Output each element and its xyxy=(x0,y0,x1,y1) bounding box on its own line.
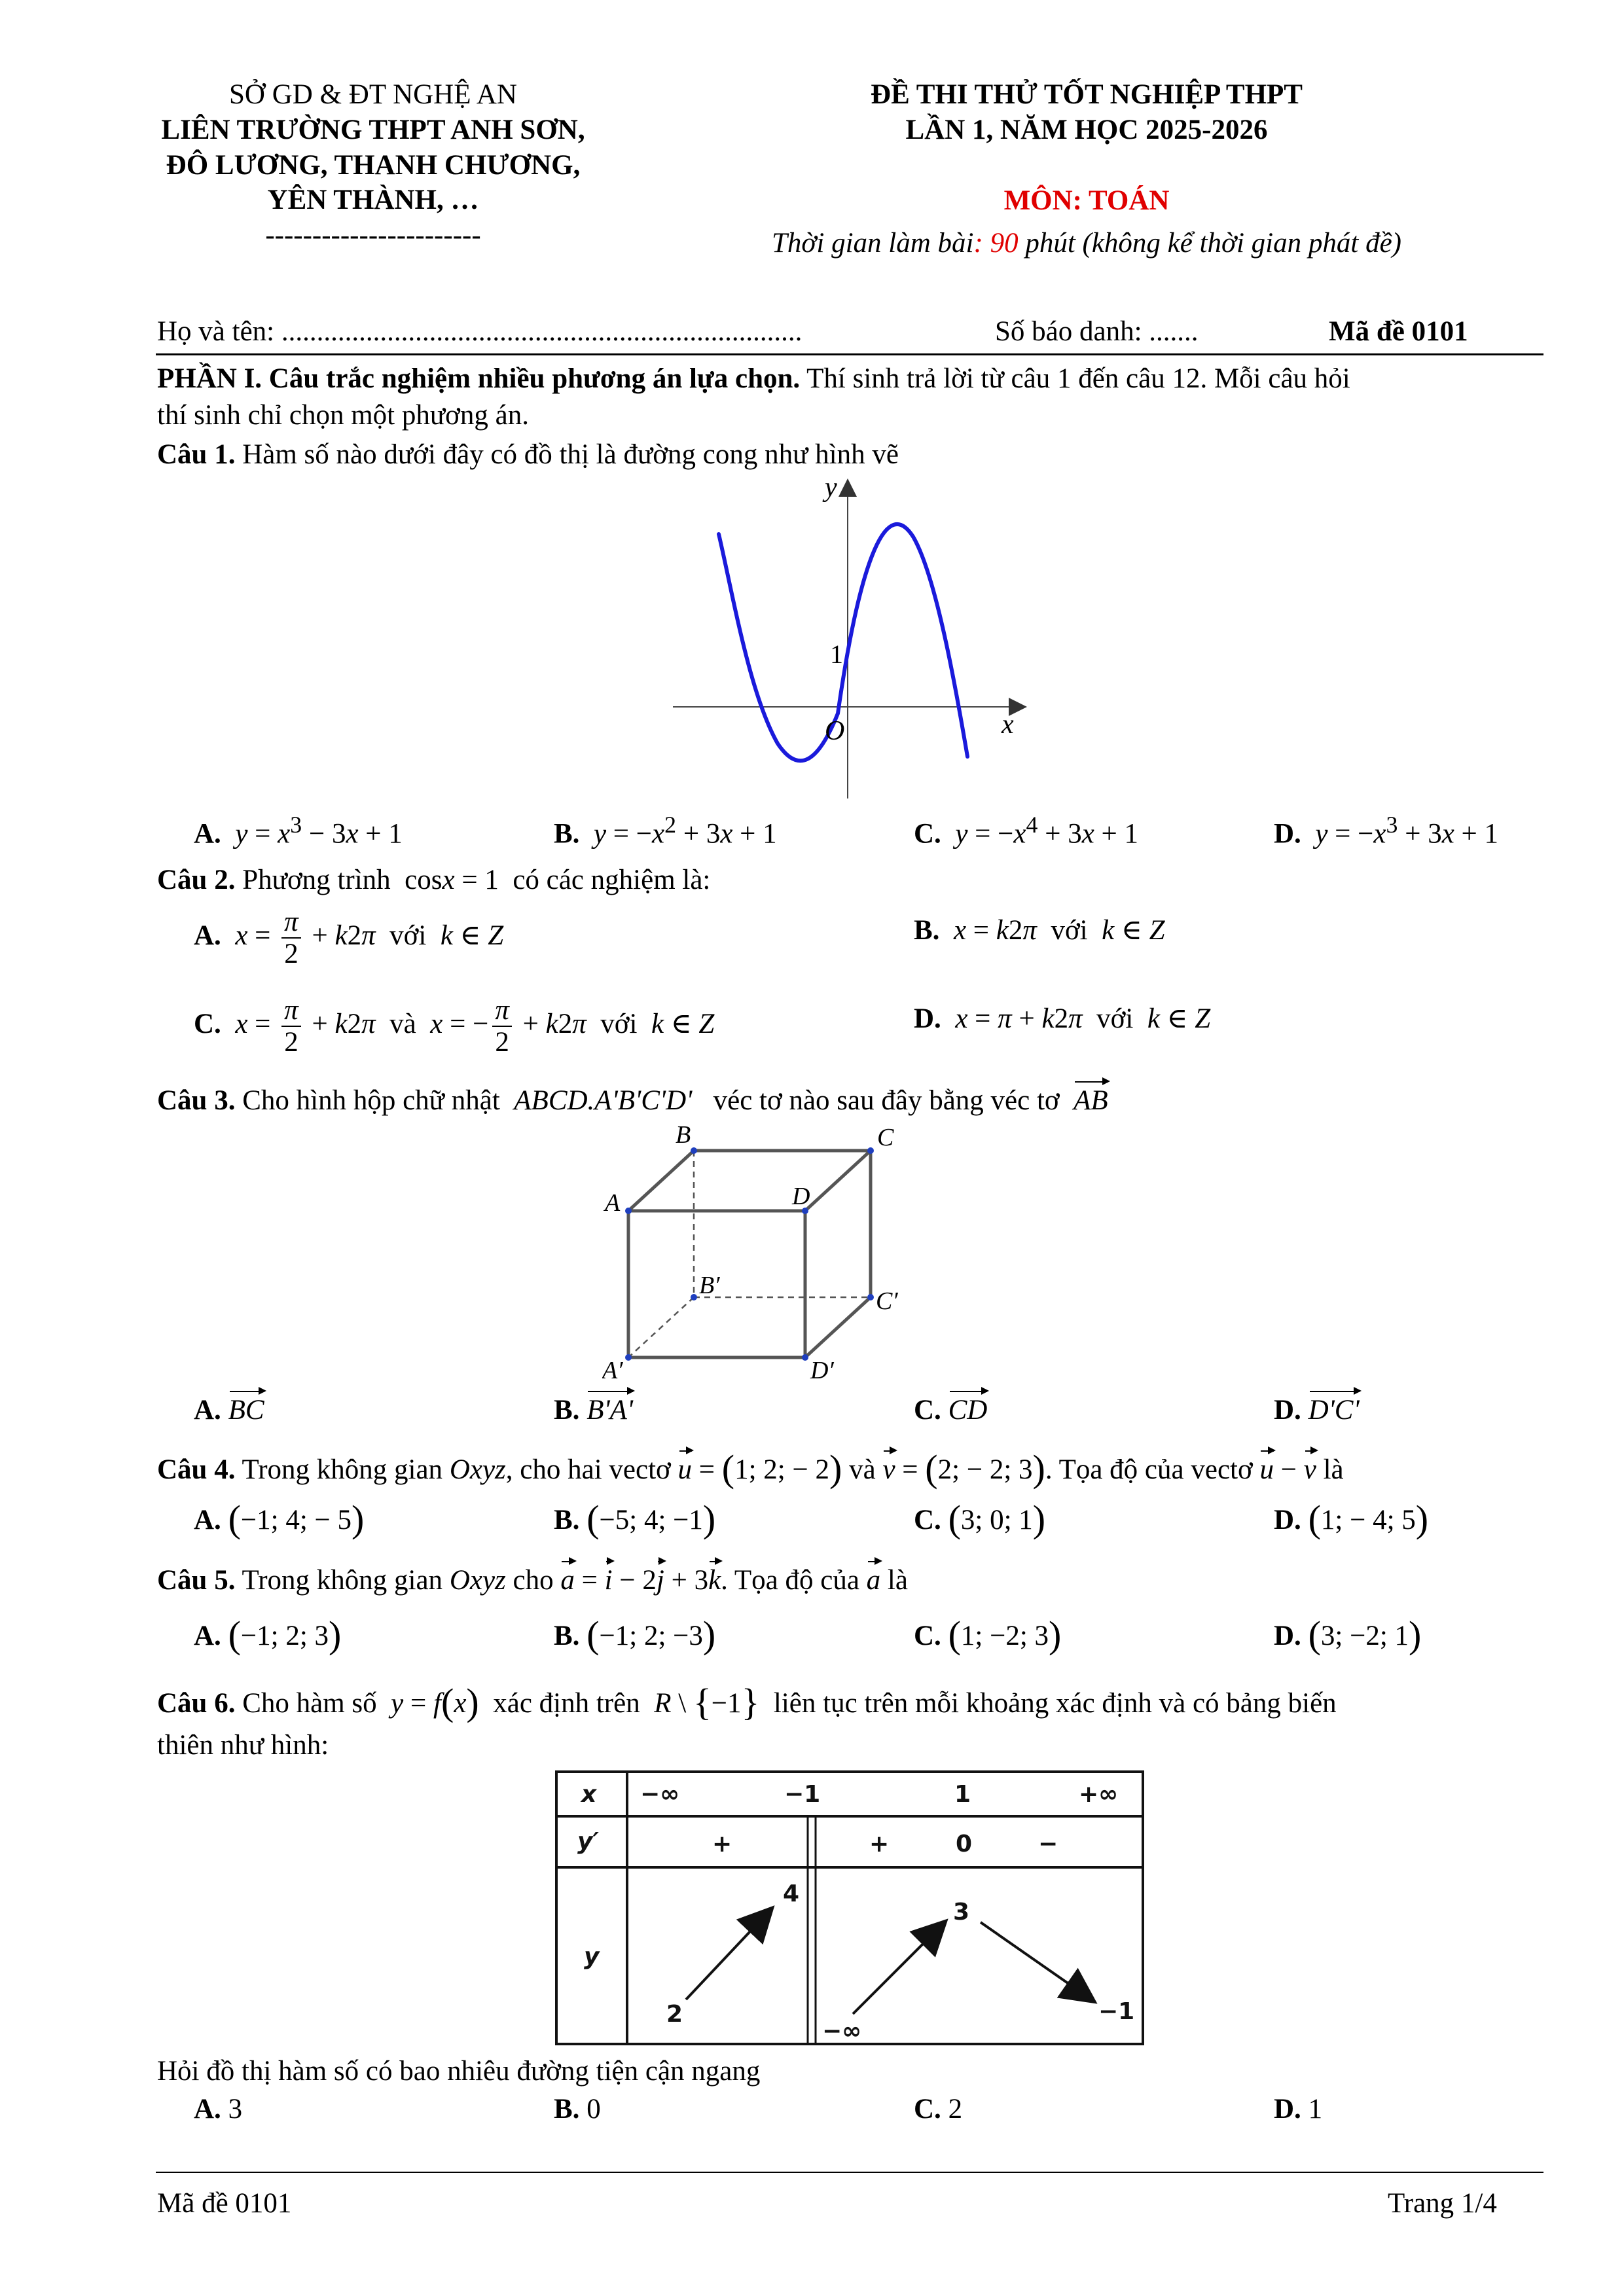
q3-c-label: C. xyxy=(914,1395,941,1426)
x-one: 1 xyxy=(954,1781,971,1808)
school-line-2: ĐÔ LƯƠNG, THANH CHƯƠNG, xyxy=(166,149,581,181)
q1-b-label: B. xyxy=(554,818,580,850)
q2-option-c[interactable]: C. x = $\frac{\pi}{2}$ + k2π và x = − $\frac{\pi}{2}$ + k2π với k ∈ Z xyxy=(194,995,715,1058)
q5-text-3: . Tọa độ của xyxy=(721,1565,859,1596)
q5-option-a[interactable]: A. (−1; 2; 3) xyxy=(194,1613,342,1656)
question-3: Câu 3. Cho hình hộp chữ nhật ABCD.A'B'C'D' véc tơ nào sau đây bằng véc tơ AB xyxy=(157,1083,1108,1119)
footer-exam-code: Mã đề 0101 xyxy=(157,2188,292,2219)
time-suffix: phút (không kể thời gian phát đề) xyxy=(1025,228,1401,259)
q6-b-label: B. xyxy=(554,2094,580,2125)
x-axis-label: x xyxy=(1001,709,1014,740)
q5-c-label: C. xyxy=(914,1621,941,1651)
vertex-c-prime: C′ xyxy=(876,1287,898,1315)
q2-label: Câu 2. xyxy=(157,865,236,895)
q6-d-label: D. xyxy=(1274,2094,1301,2125)
q6-option-c[interactable] xyxy=(914,2092,962,2127)
name-field: Họ và tên: .......................................................................... xyxy=(157,316,803,347)
q3-text-after: véc tơ nào sau đây bằng véc tơ xyxy=(713,1085,1060,1116)
q2-d-label: D. xyxy=(914,1003,941,1034)
x-neg-inf: −∞ xyxy=(640,1781,680,1808)
sign-minus: − xyxy=(1038,1831,1058,1857)
arrow-up-2 xyxy=(853,1922,945,2014)
q2-option-d[interactable]: D. x = π + k2π với k ∈ Z xyxy=(914,1003,1211,1034)
part1-heading xyxy=(157,361,1545,397)
q2-text-after: có các nghiệm là: xyxy=(513,865,711,895)
q6-label: Câu 6. xyxy=(157,1688,236,1719)
exam-subtitle: LẦN 1, NĂM HỌC 2025-2026 xyxy=(905,114,1268,145)
q4-option-c[interactable]: C. (3; 0; 1) xyxy=(914,1498,1046,1540)
q3-option-b[interactable]: B. B'A' xyxy=(554,1393,633,1428)
q1-option-d[interactable]: D. $y = -x^3 + 3x + 1$ xyxy=(1274,812,1499,850)
row-y-label: y xyxy=(584,1943,600,1970)
arrow-down xyxy=(981,1922,1093,2001)
q5-text-2: cho xyxy=(513,1565,554,1596)
q3-a-label: A. xyxy=(194,1395,221,1426)
q6-c-label: C. xyxy=(914,2094,941,2125)
q4-b-label: B. xyxy=(554,1505,580,1535)
q6-a-value: 3 xyxy=(228,2094,243,2125)
q5-text-4: là xyxy=(887,1565,908,1596)
part1-title: PHẦN I. Câu trắc nghiệm nhiều phương án lựa chọn. xyxy=(157,363,801,394)
q1-option-a[interactable]: A. $y = x^3 - 3x + 1$ xyxy=(194,812,403,850)
q2-option-b[interactable]: B. x = k2π với k ∈ Z xyxy=(914,915,1165,946)
q3-option-c[interactable]: C. CD xyxy=(914,1393,987,1428)
q5-text-1: Trong không gian xyxy=(242,1565,443,1596)
q3-option-d[interactable]: D. D'C' xyxy=(1274,1393,1360,1428)
x-minus-one: −1 xyxy=(784,1781,821,1808)
y-val-neg-inf: −∞ xyxy=(822,2018,862,2045)
q4-option-d[interactable]: D. (1; − 4; 5) xyxy=(1274,1498,1429,1540)
q1-text: Hàm số nào dưới đây có đồ thị là đường cong như hình vẽ xyxy=(242,439,899,470)
q2-b-with: với xyxy=(1051,915,1088,946)
vertex-a-prime: A′ xyxy=(602,1357,623,1384)
question-6: Câu 6. Cho hàm số y = f(x) xác định trên R \ {−1} liên tục trên mỗi khoảng xác định và có bảng biến xyxy=(157,1681,1337,1723)
q3-box-figure xyxy=(602,1119,916,1394)
q6-a-label: A. xyxy=(194,2094,221,2125)
exam-title: ĐỀ THI THỬ TỐT NGHIỆP THPT xyxy=(871,79,1303,110)
time-colon: : xyxy=(973,228,983,259)
q4-a-label: A. xyxy=(194,1505,221,1535)
q6-question: Hỏi đồ thị hàm số có bao nhiêu đường tiện cận ngang xyxy=(157,2056,761,2087)
vertex-c: C xyxy=(877,1124,894,1151)
time-prefix: Thời gian làm bài xyxy=(772,228,974,259)
q1-d-label: D. xyxy=(1274,818,1301,850)
q2-text-before: Phương trình xyxy=(242,865,391,895)
school-line-3: YÊN THÀNH, … xyxy=(267,185,479,216)
vertex-b-prime: B′ xyxy=(699,1272,720,1299)
q6-option-d[interactable] xyxy=(1274,2092,1322,2127)
y-val-2: 2 xyxy=(666,2001,683,2028)
footer-page-number: Trang 1/4 xyxy=(1388,2188,1497,2219)
vertex-d-prime: D′ xyxy=(810,1357,834,1384)
q6-text-4: thiên như hình: xyxy=(157,1730,329,1761)
row-x-label: x xyxy=(581,1781,597,1808)
q6-option-b[interactable] xyxy=(554,2092,601,2127)
q6-text-3: liên tục trên mỗi khoảng xác định và có bảng biến xyxy=(773,1688,1337,1719)
q6-option-a[interactable] xyxy=(194,2092,242,2127)
q1-a-label: A. xyxy=(194,818,221,850)
q4-option-a[interactable]: A. (−1; 4; − 5) xyxy=(194,1498,365,1540)
q1-label: Câu 1. xyxy=(157,439,236,470)
q2-a-with: với xyxy=(389,920,427,952)
separator-dashes: ----------------------- xyxy=(265,220,481,251)
vertex-b: B xyxy=(676,1121,691,1149)
part1-instruction-1: Thí sinh trả lời từ câu 1 đến câu 12. Mỗi câu hỏi xyxy=(806,363,1350,394)
exam-time xyxy=(687,226,1486,261)
x-pos-inf: +∞ xyxy=(1079,1781,1119,1808)
q4-text-4: . Tọa độ của vectơ xyxy=(1045,1454,1253,1485)
subject-title: MÔN: TOÁN xyxy=(1003,185,1170,216)
q2-d-with: với xyxy=(1096,1003,1134,1034)
q1-option-b[interactable]: B. $y = -x^2 + 3x + 1$ xyxy=(554,812,777,850)
y-val-neg-1: −1 xyxy=(1098,1998,1135,2025)
q5-option-b[interactable]: B. (−1; 2; −3) xyxy=(554,1613,716,1656)
q3-d-label: D. xyxy=(1274,1395,1301,1426)
q4-option-b[interactable]: B. (−5; 4; −1) xyxy=(554,1498,716,1540)
sign-zero: 0 xyxy=(956,1831,973,1857)
school-line-1: LIÊN TRƯỜNG THPT ANH SƠN, xyxy=(161,114,585,145)
sign-plus-1: + xyxy=(712,1831,732,1857)
exam-code: Mã đề 0101 xyxy=(1329,316,1468,347)
school-header xyxy=(118,77,628,253)
q6-text-2: xác định trên xyxy=(493,1688,640,1719)
q3-text-before: Cho hình hộp chữ nhật xyxy=(242,1085,500,1116)
q5-a-label: A. xyxy=(194,1621,221,1651)
q2-c-and: và xyxy=(389,1009,416,1040)
q5-d-label: D. xyxy=(1274,1621,1301,1651)
sign-plus-2: + xyxy=(869,1831,890,1857)
q4-text-2: , cho hai vectơ xyxy=(505,1454,671,1485)
q5-b-label: B. xyxy=(554,1621,580,1651)
q6-b-value: 0 xyxy=(586,2094,601,2125)
q3-label: Câu 3. xyxy=(157,1085,236,1116)
q2-option-a[interactable]: A. x = $\frac{\pi}{2}$ + k2π với k ∈ Z xyxy=(194,906,504,970)
arrow-up-1 xyxy=(686,1909,771,2000)
q1-option-c[interactable]: C. $y = -x^4 + 3x + 1$ xyxy=(914,812,1139,850)
q4-c-label: C. xyxy=(914,1505,941,1535)
q6-c-value: 2 xyxy=(948,2094,963,2125)
y-val-3: 3 xyxy=(953,1899,970,1926)
q4-text-1: Trong không gian xyxy=(242,1454,443,1485)
footer-divider xyxy=(156,2172,1543,2173)
q5-label: Câu 5. xyxy=(157,1565,236,1596)
q1-c-label: C. xyxy=(914,818,941,850)
q2-a-label: A. xyxy=(194,920,221,952)
row-yprime-label: y′ xyxy=(577,1828,599,1855)
q2-c-with: với xyxy=(600,1009,638,1040)
question-4: Câu 4. Trong không gian Oxyz, cho hai vectơ u = (1; 2; − 2) và v = (2; − 2; 3). Tọa độ của vectơ u − v là xyxy=(157,1447,1344,1490)
q5-option-d[interactable]: D. (3; −2; 1) xyxy=(1274,1613,1422,1656)
vertex-d: D xyxy=(792,1183,810,1210)
exam-header xyxy=(687,77,1486,261)
y-intercept-label: 1 xyxy=(830,639,843,669)
vertex-a: A xyxy=(605,1189,621,1217)
y-val-4: 4 xyxy=(783,1880,800,1907)
origin-label: O xyxy=(825,716,845,746)
q6-text-1: Cho hàm số xyxy=(242,1688,377,1719)
q2-c-label: C. xyxy=(194,1009,221,1040)
q2-b-label: B. xyxy=(914,915,940,946)
question-1 xyxy=(157,437,899,473)
question-5: Câu 5. Trong không gian Oxyz cho a = i − 2j + 3k. Tọa độ của a là xyxy=(157,1563,908,1598)
q4-d-label: D. xyxy=(1274,1505,1301,1535)
time-value: 90 xyxy=(990,228,1019,259)
q4-text-3: và xyxy=(849,1454,876,1485)
q5-option-c[interactable]: C. (1; −2; 3) xyxy=(914,1613,1062,1656)
question-2: Câu 2. Phương trình cosx = 1 có các nghiệm là: xyxy=(157,865,711,895)
q6-variation-table xyxy=(555,1770,1144,2045)
q1-graph xyxy=(661,478,1028,818)
q3-b-label: B. xyxy=(554,1395,580,1426)
divider-top xyxy=(156,353,1543,355)
q3-option-a[interactable]: A. BC xyxy=(194,1393,264,1428)
q4-label: Câu 4. xyxy=(157,1454,236,1485)
q4-text-5: là xyxy=(1323,1454,1344,1485)
department: SỞ GD & ĐT NGHỆ AN xyxy=(229,79,517,110)
student-id-field: Số báo danh: ....... xyxy=(995,316,1199,347)
y-axis-label: y xyxy=(825,478,837,503)
q6-d-value: 1 xyxy=(1308,2094,1323,2125)
part1-instruction-2: thí sinh chỉ chọn một phương án. xyxy=(157,400,529,431)
